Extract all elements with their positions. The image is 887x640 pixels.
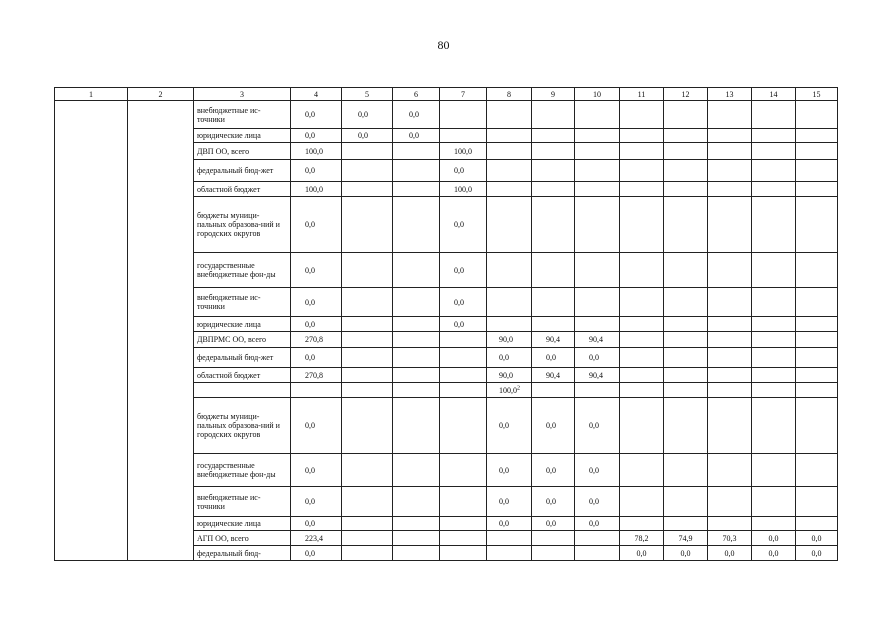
column-header: 7 bbox=[440, 88, 487, 101]
value-cell: 0,0 bbox=[575, 348, 620, 368]
value-cell bbox=[620, 517, 664, 531]
value-cell bbox=[752, 288, 796, 317]
value-cell bbox=[532, 101, 575, 129]
value-cell bbox=[664, 348, 708, 368]
value-cell bbox=[487, 101, 532, 129]
value-cell bbox=[796, 517, 838, 531]
value-cell: 0,0 bbox=[291, 253, 342, 288]
value-cell: 90,4 bbox=[575, 368, 620, 383]
value-cell: 0,0 bbox=[575, 454, 620, 487]
value-cell bbox=[393, 288, 440, 317]
value-cell bbox=[620, 160, 664, 182]
value-cell bbox=[532, 531, 575, 546]
value-cell bbox=[664, 398, 708, 454]
value-cell: 0,0 bbox=[575, 517, 620, 531]
value-cell bbox=[487, 546, 532, 561]
value-cell: 0,0 bbox=[291, 517, 342, 531]
value-cell bbox=[440, 546, 487, 561]
value-cell: 0,0 bbox=[752, 546, 796, 561]
value-cell bbox=[440, 101, 487, 129]
value-cell bbox=[620, 129, 664, 143]
value-cell bbox=[664, 383, 708, 398]
row-label bbox=[194, 383, 291, 398]
value-cell bbox=[752, 368, 796, 383]
value-cell bbox=[620, 383, 664, 398]
value-cell bbox=[708, 129, 752, 143]
value-cell bbox=[393, 160, 440, 182]
value-cell bbox=[342, 253, 393, 288]
value-cell: 270,8 bbox=[291, 368, 342, 383]
value-cell: 0,0 bbox=[440, 160, 487, 182]
value-cell bbox=[752, 517, 796, 531]
value-cell bbox=[440, 454, 487, 487]
value-cell: 0,0 bbox=[796, 531, 838, 546]
value-cell bbox=[532, 129, 575, 143]
value-cell bbox=[532, 288, 575, 317]
value-cell: 70,3 bbox=[708, 531, 752, 546]
value-cell bbox=[664, 143, 708, 160]
value-cell bbox=[393, 383, 440, 398]
value-cell bbox=[487, 160, 532, 182]
value-cell bbox=[796, 160, 838, 182]
value-cell bbox=[620, 101, 664, 129]
value-cell bbox=[342, 454, 393, 487]
value-cell bbox=[664, 182, 708, 197]
value-cell bbox=[796, 143, 838, 160]
row-label: ДВП ОО, всего bbox=[194, 143, 291, 160]
value-cell bbox=[796, 253, 838, 288]
value-cell: 100,0 bbox=[440, 182, 487, 197]
value-cell bbox=[487, 197, 532, 253]
value-cell: 0,0 bbox=[291, 288, 342, 317]
value-cell bbox=[708, 332, 752, 348]
value-cell bbox=[487, 143, 532, 160]
value-cell bbox=[393, 348, 440, 368]
value-cell bbox=[708, 288, 752, 317]
value-cell bbox=[664, 288, 708, 317]
value-cell bbox=[342, 182, 393, 197]
column-header: 1 bbox=[55, 88, 128, 101]
value-cell: 0,0 bbox=[532, 348, 575, 368]
value-cell bbox=[708, 454, 752, 487]
value-cell bbox=[532, 317, 575, 332]
column-header: 15 bbox=[796, 88, 838, 101]
value-cell bbox=[620, 332, 664, 348]
value-cell bbox=[620, 197, 664, 253]
value-cell: 0,0 bbox=[342, 101, 393, 129]
value-cell: 223,4 bbox=[291, 531, 342, 546]
row-label: федеральный бюд-жет bbox=[194, 160, 291, 182]
value-cell bbox=[752, 129, 796, 143]
value-cell: 0,0 bbox=[532, 517, 575, 531]
value-cell bbox=[575, 383, 620, 398]
value-cell bbox=[664, 317, 708, 332]
table-body bbox=[55, 88, 838, 561]
value-cell bbox=[342, 160, 393, 182]
value-cell bbox=[393, 143, 440, 160]
value-cell bbox=[342, 398, 393, 454]
value-cell bbox=[575, 182, 620, 197]
value-cell bbox=[664, 517, 708, 531]
value-cell bbox=[752, 348, 796, 368]
value-cell bbox=[796, 317, 838, 332]
value-cell: 90,4 bbox=[532, 332, 575, 348]
value-cell: 100,0 bbox=[440, 143, 487, 160]
value-cell bbox=[620, 348, 664, 368]
value-cell bbox=[575, 546, 620, 561]
value-cell bbox=[575, 317, 620, 332]
value-cell bbox=[532, 546, 575, 561]
value-cell bbox=[620, 182, 664, 197]
value-cell bbox=[708, 182, 752, 197]
value-cell: 0,0 bbox=[291, 487, 342, 517]
value-cell bbox=[342, 531, 393, 546]
value-cell bbox=[796, 454, 838, 487]
value-cell bbox=[393, 317, 440, 332]
value-cell: 74,9 bbox=[664, 531, 708, 546]
value-cell: 0,0 bbox=[291, 101, 342, 129]
value-cell: 0,0 bbox=[575, 487, 620, 517]
row-label: юридические лица bbox=[194, 129, 291, 143]
column-header: 6 bbox=[393, 88, 440, 101]
value-cell: 100,0 bbox=[291, 182, 342, 197]
value-cell: 270,8 bbox=[291, 332, 342, 348]
row-label: областной бюджет bbox=[194, 182, 291, 197]
row-label: государственные внебюджетные фон-ды bbox=[194, 454, 291, 487]
column-header: 9 bbox=[532, 88, 575, 101]
value-cell bbox=[796, 288, 838, 317]
value-cell bbox=[796, 368, 838, 383]
value-cell bbox=[664, 129, 708, 143]
value-cell: 0,0 bbox=[291, 160, 342, 182]
value-cell bbox=[752, 182, 796, 197]
row-label: бюджеты муници-пальных образова-ний и городских округов bbox=[194, 197, 291, 253]
value-cell: 90,4 bbox=[575, 332, 620, 348]
value-cell: 90,0 bbox=[487, 368, 532, 383]
value-text: 100,0 bbox=[499, 385, 517, 395]
value-cell bbox=[664, 160, 708, 182]
column-header: 5 bbox=[342, 88, 393, 101]
value-cell bbox=[752, 160, 796, 182]
row-label: внебюджетные ис-точники bbox=[194, 288, 291, 317]
value-cell: 0,0 bbox=[342, 129, 393, 143]
value-cell bbox=[440, 332, 487, 348]
value-cell bbox=[575, 197, 620, 253]
value-cell: 0,0 bbox=[620, 546, 664, 561]
value-cell: 0,0 bbox=[487, 398, 532, 454]
value-cell: 0,0 bbox=[291, 546, 342, 561]
value-cell bbox=[342, 317, 393, 332]
row-label: АГП ОО, всего bbox=[194, 531, 291, 546]
value-cell bbox=[708, 143, 752, 160]
value-cell bbox=[532, 160, 575, 182]
value-cell bbox=[342, 332, 393, 348]
row-label: юридические лица bbox=[194, 317, 291, 332]
value-cell: 0,0 bbox=[393, 101, 440, 129]
value-cell bbox=[342, 546, 393, 561]
value-cell bbox=[440, 383, 487, 398]
value-cell bbox=[393, 368, 440, 383]
row-label: федеральный бюд- bbox=[194, 546, 291, 561]
value-cell: 0,0 bbox=[440, 197, 487, 253]
value-cell bbox=[440, 517, 487, 531]
value-cell bbox=[487, 288, 532, 317]
value-cell bbox=[575, 160, 620, 182]
value-cell bbox=[664, 368, 708, 383]
value-cell bbox=[708, 101, 752, 129]
value-cell bbox=[440, 531, 487, 546]
value-cell bbox=[393, 253, 440, 288]
column-header: 11 bbox=[620, 88, 664, 101]
row-label: государственные внебюджетные фон-ды bbox=[194, 253, 291, 288]
value-cell bbox=[796, 487, 838, 517]
value-cell bbox=[708, 368, 752, 383]
value-cell bbox=[752, 383, 796, 398]
value-cell: 0,0 bbox=[575, 398, 620, 454]
value-cell bbox=[752, 332, 796, 348]
value-cell bbox=[752, 101, 796, 129]
row-label: федеральный бюд-жет bbox=[194, 348, 291, 368]
value-cell bbox=[620, 253, 664, 288]
value-cell bbox=[393, 182, 440, 197]
value-cell: 0,0 bbox=[664, 546, 708, 561]
value-cell: 0,0 bbox=[487, 348, 532, 368]
value-cell bbox=[487, 182, 532, 197]
value-cell bbox=[708, 487, 752, 517]
row-label: бюджеты муници-пальных образова-ний и городских округов bbox=[194, 398, 291, 454]
value-cell: 100,0 bbox=[291, 143, 342, 160]
value-cell bbox=[575, 288, 620, 317]
value-cell: 0,0 bbox=[532, 454, 575, 487]
table-row bbox=[55, 101, 838, 129]
column-2-cell bbox=[128, 101, 194, 561]
value-cell: 0,0 bbox=[393, 129, 440, 143]
value-cell bbox=[532, 253, 575, 288]
value-cell bbox=[487, 129, 532, 143]
value-cell: 0,0 bbox=[532, 487, 575, 517]
value-cell: 0,0 bbox=[440, 288, 487, 317]
column-header: 14 bbox=[752, 88, 796, 101]
value-cell bbox=[752, 197, 796, 253]
row-label: внебюджетные ис-точники bbox=[194, 101, 291, 129]
value-cell: 90,0 bbox=[487, 332, 532, 348]
value-cell bbox=[620, 487, 664, 517]
value-cell bbox=[393, 517, 440, 531]
value-cell bbox=[487, 383, 532, 398]
value-cell bbox=[532, 197, 575, 253]
value-cell bbox=[393, 487, 440, 517]
value-cell bbox=[708, 383, 752, 398]
column-header: 13 bbox=[708, 88, 752, 101]
value-cell bbox=[796, 348, 838, 368]
value-cell bbox=[752, 398, 796, 454]
value-cell bbox=[664, 454, 708, 487]
value-cell bbox=[708, 317, 752, 332]
footnote-mark: 2 bbox=[517, 384, 520, 391]
value-cell bbox=[487, 253, 532, 288]
header-row bbox=[55, 88, 838, 101]
row-label: внебюджетные ис-точники bbox=[194, 487, 291, 517]
value-cell bbox=[620, 317, 664, 332]
value-cell bbox=[664, 332, 708, 348]
value-cell bbox=[708, 517, 752, 531]
value-cell bbox=[575, 253, 620, 288]
value-cell bbox=[487, 531, 532, 546]
value-cell: 78,2 bbox=[620, 531, 664, 546]
row-label: областной бюджет bbox=[194, 368, 291, 383]
value-cell bbox=[664, 487, 708, 517]
column-1-cell bbox=[55, 101, 128, 561]
value-cell: 0,0 bbox=[440, 317, 487, 332]
value-cell bbox=[342, 383, 393, 398]
value-cell bbox=[342, 143, 393, 160]
value-cell bbox=[575, 129, 620, 143]
value-cell: 0,0 bbox=[291, 398, 342, 454]
value-cell: 0,0 bbox=[796, 546, 838, 561]
value-cell: 0,0 bbox=[291, 454, 342, 487]
column-header: 10 bbox=[575, 88, 620, 101]
value-cell bbox=[752, 487, 796, 517]
column-header: 12 bbox=[664, 88, 708, 101]
column-header: 3 bbox=[194, 88, 291, 101]
value-cell: 0,0 bbox=[708, 546, 752, 561]
row-label: юридические лица bbox=[194, 517, 291, 531]
value-cell bbox=[708, 197, 752, 253]
value-cell bbox=[796, 101, 838, 129]
value-cell: 90,4 bbox=[532, 368, 575, 383]
row-label: ДВПРМС ОО, всего bbox=[194, 332, 291, 348]
value-cell bbox=[342, 197, 393, 253]
value-cell: 0,0 bbox=[291, 197, 342, 253]
value-cell bbox=[532, 143, 575, 160]
value-cell bbox=[620, 454, 664, 487]
value-cell bbox=[620, 143, 664, 160]
value-cell bbox=[393, 531, 440, 546]
value-cell bbox=[393, 454, 440, 487]
value-cell bbox=[393, 398, 440, 454]
value-cell: 0,0 bbox=[487, 487, 532, 517]
value-cell bbox=[796, 129, 838, 143]
value-cell bbox=[752, 143, 796, 160]
value-cell bbox=[575, 143, 620, 160]
value-cell bbox=[796, 398, 838, 454]
value-cell bbox=[342, 517, 393, 531]
value-cell: 0,0 bbox=[752, 531, 796, 546]
value-cell bbox=[342, 368, 393, 383]
value-cell bbox=[708, 160, 752, 182]
value-cell bbox=[487, 317, 532, 332]
value-cell bbox=[708, 348, 752, 368]
value-cell bbox=[440, 129, 487, 143]
value-cell bbox=[708, 253, 752, 288]
value-cell bbox=[440, 487, 487, 517]
value-cell bbox=[796, 182, 838, 197]
value-cell: 0,0 bbox=[532, 398, 575, 454]
value-cell bbox=[752, 253, 796, 288]
value-cell bbox=[708, 398, 752, 454]
value-cell bbox=[752, 454, 796, 487]
value-cell bbox=[620, 398, 664, 454]
value-cell bbox=[575, 101, 620, 129]
value-cell bbox=[796, 197, 838, 253]
value-cell bbox=[393, 197, 440, 253]
value-cell bbox=[440, 368, 487, 383]
value-cell bbox=[342, 348, 393, 368]
column-header: 8 bbox=[487, 88, 532, 101]
value-cell bbox=[664, 197, 708, 253]
page-number: 80 bbox=[437, 38, 450, 52]
value-cell bbox=[342, 487, 393, 517]
value-cell bbox=[393, 332, 440, 348]
value-cell bbox=[532, 383, 575, 398]
value-cell bbox=[796, 332, 838, 348]
column-header: 4 bbox=[291, 88, 342, 101]
value-cell: 0,0 bbox=[487, 517, 532, 531]
value-cell bbox=[342, 288, 393, 317]
value-cell bbox=[440, 398, 487, 454]
value-cell: 0,0 bbox=[440, 253, 487, 288]
value-cell bbox=[393, 546, 440, 561]
value-cell bbox=[664, 253, 708, 288]
value-cell: 0,0 bbox=[291, 317, 342, 332]
column-header: 2 bbox=[128, 88, 194, 101]
value-cell bbox=[291, 383, 342, 398]
value-cell bbox=[440, 348, 487, 368]
budget-table bbox=[54, 87, 838, 561]
value-cell bbox=[620, 368, 664, 383]
value-cell bbox=[796, 383, 838, 398]
value-cell bbox=[620, 288, 664, 317]
value-cell bbox=[664, 101, 708, 129]
value-cell bbox=[575, 531, 620, 546]
value-cell bbox=[752, 317, 796, 332]
value-cell: 0,0 bbox=[487, 454, 532, 487]
value-cell: 0,0 bbox=[291, 129, 342, 143]
value-cell bbox=[532, 182, 575, 197]
value-cell: 0,0 bbox=[291, 348, 342, 368]
